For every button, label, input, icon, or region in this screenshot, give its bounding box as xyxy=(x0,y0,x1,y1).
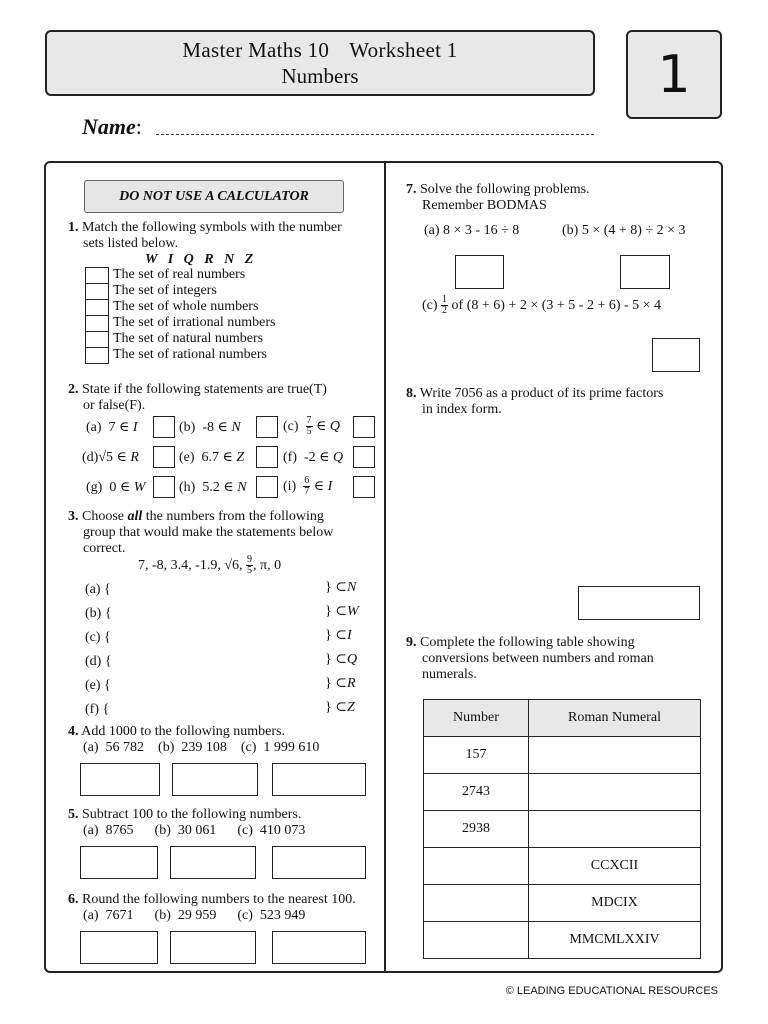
table-row xyxy=(424,774,701,811)
q3-row: (f) { } ⊂Z xyxy=(85,700,355,717)
q3-rows xyxy=(85,580,365,724)
worksheet-number: 1 xyxy=(626,30,722,119)
q9-text-3: numerals. xyxy=(422,667,477,682)
table-cell-roman[interactable]: CCXCII xyxy=(529,848,701,885)
q1-text: 1. Match the following symbols with the number xyxy=(68,220,342,235)
name-label: Name: xyxy=(82,114,142,139)
table-cell-number[interactable] xyxy=(424,885,529,922)
q5-a-answer-box[interactable] xyxy=(80,846,158,879)
table-cell-roman[interactable] xyxy=(529,811,701,848)
q5-parts: (a) 8765 (b) 30 061 (c) 410 073 xyxy=(83,823,306,838)
q2-i: (i) $\frac{6}{7}$ ∈ I xyxy=(283,475,333,498)
table-cell-number[interactable] xyxy=(424,922,529,959)
calculator-notice: DO NOT USE A CALCULATOR xyxy=(84,180,344,213)
name-field[interactable] xyxy=(156,134,594,135)
q2-e-box[interactable] xyxy=(256,446,278,468)
q8-answer-box[interactable] xyxy=(578,586,700,620)
table-row xyxy=(424,848,701,885)
table-cell-roman[interactable]: MDCIX xyxy=(529,885,701,922)
q6-text: 6. Round the following numbers to the nearest 100. xyxy=(68,892,356,907)
q1-list xyxy=(85,267,276,363)
q9-text-2: conversions between numbers and roman xyxy=(422,651,654,666)
q3-row: (b) { } ⊂W xyxy=(85,604,359,621)
q8-text: 8. Write 7056 as a product of its prime factors xyxy=(406,386,664,401)
table-cell-number[interactable]: 2938 xyxy=(424,811,529,848)
worksheet-title-box xyxy=(45,30,595,96)
q6-parts: (a) 7671 (b) 29 959 (c) 523 949 xyxy=(83,908,306,923)
table-cell-roman[interactable] xyxy=(529,774,701,811)
q2-h-box[interactable] xyxy=(256,476,278,498)
table-header-number: Number xyxy=(424,700,529,737)
q2-h: (h) 5.2 ∈ N xyxy=(179,480,247,495)
q7-text: 7. Solve the following problems. xyxy=(406,182,590,197)
table-cell-number[interactable]: 157 xyxy=(424,737,529,774)
q2-text-2: or false(F). xyxy=(83,398,146,413)
list-item: The set of rational numbers xyxy=(113,347,267,362)
q7-c: (c) $\frac{1}{2}$ of (8 + 6) + 2 × (3 + 5 - 2 + 6) - 5 × 4 xyxy=(422,294,662,317)
q7-b-answer-box[interactable] xyxy=(620,255,670,289)
q2-e: (e) 6.7 ∈ Z xyxy=(179,450,245,465)
q6-b-answer-box[interactable] xyxy=(170,931,256,964)
q3-numbers: 7, -8, 3.4, -1.9, √6, $\frac{9}{5}$ , π, 0 xyxy=(138,554,282,577)
q7-a-answer-box[interactable] xyxy=(455,255,504,289)
q3-text-3: correct. xyxy=(83,541,126,556)
q2-b-box[interactable] xyxy=(256,416,278,438)
q2-d-box[interactable] xyxy=(153,446,175,468)
q7-a: (a) 8 × 3 - 16 ÷ 8 xyxy=(424,223,520,238)
q9-text: 9. Complete the following table showing xyxy=(406,635,635,650)
q2-i-box[interactable] xyxy=(353,476,375,498)
q1-answer-box[interactable] xyxy=(85,347,109,364)
table-row xyxy=(424,885,701,922)
q2-f-box[interactable] xyxy=(353,446,375,468)
q4-text: 4. Add 1000 to the following numbers. xyxy=(68,724,285,739)
q5-b-answer-box[interactable] xyxy=(170,846,256,879)
q3-row: (d) { } ⊂Q xyxy=(85,652,358,669)
q4-b-answer-box[interactable] xyxy=(172,763,258,796)
q2-text: 2. State if the following statements are true(T) xyxy=(68,382,327,397)
table-row xyxy=(424,811,701,848)
table-header-roman: Roman Numeral xyxy=(529,700,701,737)
column-divider xyxy=(384,162,386,972)
table-cell-roman[interactable] xyxy=(529,737,701,774)
table-cell-number[interactable]: 2743 xyxy=(424,774,529,811)
q4-parts: (a) 56 782 (b) 239 108 (c) 1 999 610 xyxy=(83,740,320,755)
q7-c-answer-box[interactable] xyxy=(652,338,700,372)
q2-c: (c) $\frac{7}{5}$ ∈ Q xyxy=(283,415,341,438)
q3-row: (c) { } ⊂I xyxy=(85,628,352,645)
list-item: The set of real numbers xyxy=(113,267,246,282)
q3-text: 3. Choose all the numbers from the following xyxy=(68,509,324,524)
course-title: Master Maths 10 xyxy=(182,38,330,62)
q1-answer-box[interactable] xyxy=(85,331,109,348)
q3-row: (e) { } ⊂R xyxy=(85,676,356,693)
topic-title: Numbers xyxy=(281,64,359,88)
list-item: The set of whole numbers xyxy=(113,299,259,314)
q2-g-box[interactable] xyxy=(153,476,175,498)
q2-f: (f) -2 ∈ Q xyxy=(283,450,344,465)
table-cell-roman[interactable]: MMCMLXXIV xyxy=(529,922,701,959)
table-cell-number[interactable] xyxy=(424,848,529,885)
q6-c-answer-box[interactable] xyxy=(272,931,366,964)
publisher-footer: © LEADING EDUCATIONAL RESOURCES xyxy=(505,985,718,997)
q1-answer-box[interactable] xyxy=(85,267,109,284)
q2-b: (b) -8 ∈ N xyxy=(179,420,241,435)
q2-a: (a) 7 ∈ I xyxy=(86,420,138,435)
q6-a-answer-box[interactable] xyxy=(80,931,158,964)
q5-text: 5. Subtract 100 to the following numbers. xyxy=(68,807,302,822)
q3-text-2: group that would make the statements below xyxy=(83,525,334,540)
q1-answer-box[interactable] xyxy=(85,299,109,316)
q2-g: (g) 0 ∈ W xyxy=(86,480,146,495)
q1-answer-box[interactable] xyxy=(85,315,109,332)
q8-text-2: in index form. xyxy=(422,402,502,417)
list-item: The set of natural numbers xyxy=(113,331,264,346)
q5-c-answer-box[interactable] xyxy=(272,846,366,879)
q4-a-answer-box[interactable] xyxy=(80,763,160,796)
list-item: The set of irrational numbers xyxy=(113,315,276,330)
q1-symbols: W I Q R N Z xyxy=(145,252,254,267)
q7-b: (b) 5 × (4 + 8) ÷ 2 × 3 xyxy=(562,223,686,238)
q2-d: (d)√5 ∈ R xyxy=(82,450,139,465)
q1-answer-box[interactable] xyxy=(85,283,109,300)
roman-numeral-table xyxy=(423,699,701,959)
q2-a-box[interactable] xyxy=(153,416,175,438)
worksheet-title: Worksheet 1 xyxy=(349,38,458,62)
q1-text-2: sets listed below. xyxy=(83,236,179,251)
q7-text-2: Remember BODMAS xyxy=(422,198,547,213)
list-item: The set of integers xyxy=(113,283,217,298)
table-row xyxy=(424,737,701,774)
q2-c-box[interactable] xyxy=(353,416,375,438)
q4-c-answer-box[interactable] xyxy=(272,763,366,796)
table-row xyxy=(424,922,701,959)
q3-row: (a) { } ⊂N xyxy=(85,580,357,597)
